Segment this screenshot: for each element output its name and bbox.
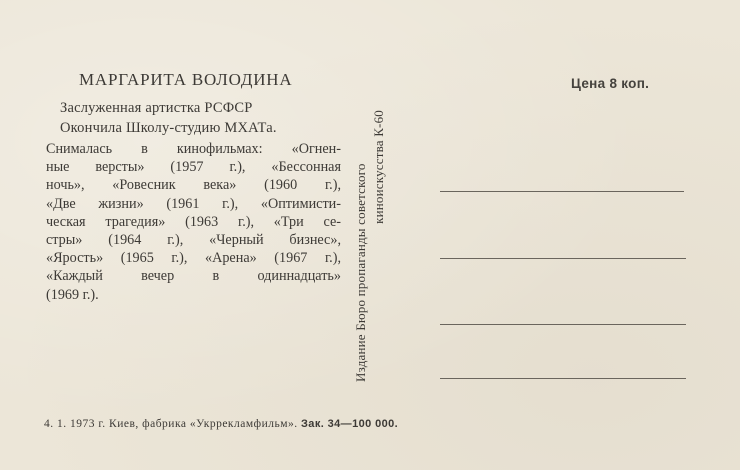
price-label: Цена 8 коп. xyxy=(571,76,650,91)
education-line: Окончила Школу-студию МХАТа. xyxy=(60,120,277,136)
filmography-line: «Ярость» (1965 г.), «Арена» (1967 г.), xyxy=(46,250,341,267)
filmography-line: ные версты» (1957 г.), «Бессонная xyxy=(46,159,341,176)
print-info xyxy=(44,418,398,430)
honor-title: Заслуженная артистка РСФСР xyxy=(60,100,253,116)
address-line xyxy=(440,258,686,259)
filmography-text xyxy=(46,140,341,304)
publisher-line: киноискусства К-60 xyxy=(371,110,386,224)
filmography-line: ческая трагедия» (1963 г.), «Три се- xyxy=(46,213,341,230)
address-line xyxy=(440,378,686,379)
publisher-line: Издание Бюро пропаганды советского xyxy=(353,163,368,382)
order-number: Зак. 34—100 000. xyxy=(301,418,399,430)
filmography-line: Снималась в кинофильмах: «Огнен- xyxy=(46,141,341,157)
filmography-line: стры» (1964 г.), «Черный бизнес», xyxy=(46,232,341,249)
actress-name: МАРГАРИТА ВОЛОДИНА xyxy=(79,70,293,89)
filmography-line: (1969 г.). xyxy=(46,286,99,303)
filmography-line: «Каждый вечер в одиннадцать» xyxy=(46,268,341,285)
print-date-place: 4. 1. 1973 г. Киев, фабрика «Укррекламфильм». xyxy=(44,418,298,430)
address-line xyxy=(440,191,684,192)
filmography-line: «Две жизни» (1961 г.), «Оптимисти- xyxy=(46,195,341,212)
filmography-line: ночь», «Ровесник века» (1960 г.), xyxy=(46,177,341,194)
publisher-imprint xyxy=(352,110,392,382)
address-line xyxy=(440,324,686,325)
